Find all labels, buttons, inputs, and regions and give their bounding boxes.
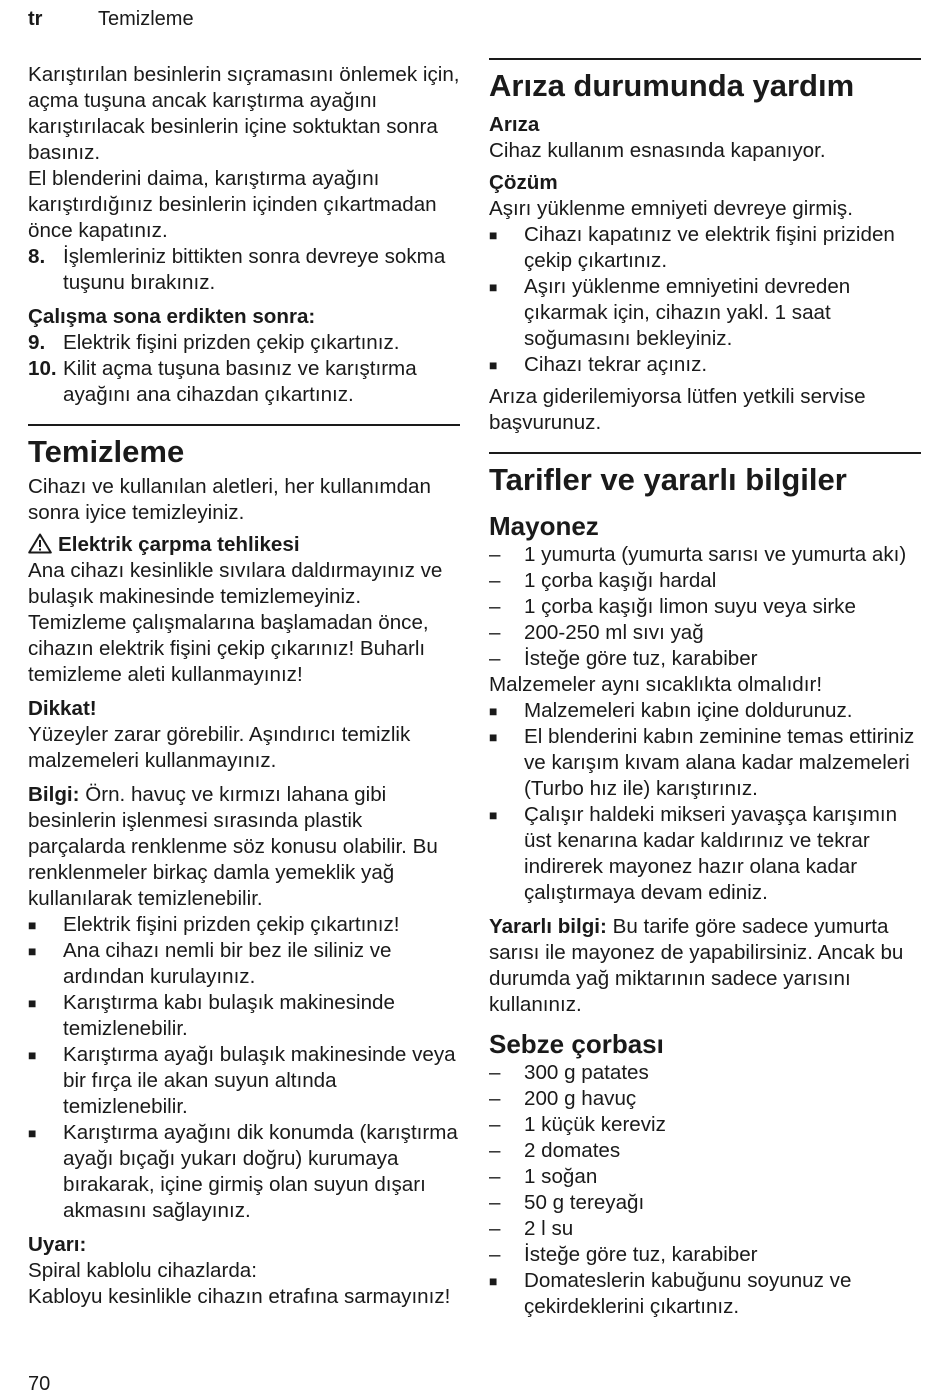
dash-marker: – [489,1087,501,1110]
list-item [489,724,921,802]
list-item [489,1138,921,1164]
list-item-text: Malzemeleri kabın içine doldurunuz. [524,699,853,722]
bullet-icon: ■ [28,917,37,933]
dash-marker: – [489,569,501,592]
dash-marker: – [489,1113,501,1136]
list-item [489,352,921,378]
bullet-icon: ■ [489,807,498,823]
bullet-icon: ■ [489,279,498,295]
info-label: Bilgi: [28,783,80,806]
right-column [489,58,921,1320]
list-item-text: 50 g tereyağı [524,1191,645,1214]
list-item [489,568,921,594]
list-item-text: Domateslerin kabuğunu soyunuz ve çekirdeklerini çıkartınız. [524,1269,852,1318]
bullet-icon: ■ [489,729,498,745]
list-item [489,646,921,672]
list-item [489,1164,921,1190]
caution-text: Yüzeyler zarar görebilir. Aşındırıcı temizlik malzemeleri kullanmayınız. [28,723,411,772]
page-number: 70 [28,1373,51,1395]
electric-shock-title: Elektrik çarpma tehlikesi [58,533,300,556]
step-number: 8. [28,245,46,268]
soup-steps [489,1268,921,1320]
dash-marker: – [489,595,501,618]
warning-triangle-icon [28,533,52,554]
list-item-text: 300 g patates [524,1061,649,1084]
list-item [28,990,460,1042]
list-item-text: Karıştırma kabı bulaşık makinesinde temizlenebilir. [63,991,395,1040]
list-item-text: İsteğe göre tuz, karabiber [524,647,758,670]
list-item-text: El blenderini kabın zeminine temas ettiriniz ve karışım kıvam alana kadar malzemeleri (Turbo hız ile) karıştırınız. [524,725,915,800]
dash-marker: – [489,543,501,566]
list-item [489,1060,921,1086]
list-item-text: İsteğe göre tuz, karabiber [524,1243,758,1266]
list-item-text: Karıştırma ayağını dik konumda (karıştırma ayağı bıçağı yukarı doğru) kurumaya bırakarak, içine girmiş olan suyun dışarı akmasını sağlayınız. [63,1121,458,1222]
useful-tip [489,914,921,1018]
step-number: 9. [28,331,46,354]
info-paragraph [28,782,460,912]
list-item [489,1112,921,1138]
dash-marker: – [489,1191,501,1214]
warning-line-1: Spiral kablolu cihazlarda: [28,1259,257,1282]
useful-tip-label: Yararlı bilgi: [489,915,607,938]
list-item-text: 1 yumurta (yumurta sarısı ve yumurta akı) [524,543,907,566]
mayonnaise-steps [489,698,921,906]
list-item [489,1268,921,1320]
list-item [489,594,921,620]
list-item-text: Aşırı yüklenme emniyetini devreden çıkarmak için, cihazın yakl. 1 saat soğumasını bekleyiniz. [524,275,851,350]
list-item [489,1190,921,1216]
step-text: Kilit açma tuşuna basınız ve karıştırma ayağını ana cihazdan çıkartınız. [63,357,417,406]
dash-marker: – [489,621,501,644]
list-item-text: 2 domates [524,1139,621,1162]
useful-tip-text: Bu tarife göre sadece yumurta sarısı ile mayonez de yapabilirsiniz. Ancak bu durumda yağ miktarının sadece yarısını kullanınız. [489,915,904,1016]
bullet-icon: ■ [489,227,498,243]
list-item [489,1086,921,1112]
troubleshooting-heading: Arıza durumunda yardım [489,58,921,106]
list-item [28,938,460,990]
caution-heading: Dikkat! [28,697,97,720]
dash-marker: – [489,1139,501,1162]
mayonnaise-note: Malzemeler aynı sıcaklıkta olmalıdır! [489,673,823,696]
bullet-icon: ■ [489,703,498,719]
list-item-text: 1 küçük kereviz [524,1113,666,1136]
list-item [489,542,921,568]
electric-shock-heading [28,532,460,558]
intro-paragraph-1: Karıştırılan besinlerin sıçramasını önlemek için, açma tuşuna ancak karıştırma ayağını karıştırılacak besinlerin içine soktuktan sonra basınız. [28,63,460,164]
fault-text: Cihaz kullanım esnasında kapanıyor. [489,139,826,162]
header-section-title: Temizleme [98,8,194,30]
list-item [489,222,921,274]
soup-ingredients [489,1060,921,1268]
solution-label: Çözüm [489,171,558,194]
list-item [489,698,921,724]
left-column [28,62,460,1310]
language-code: tr [28,8,43,30]
dash-marker: – [489,647,501,670]
step-number: 10. [28,357,57,380]
list-item-text: 1 çorba kaşığı limon suyu veya sirke [524,595,856,618]
step-text: İşlemleriniz bittikten sonra devreye sokma tuşunu bırakınız. [63,245,446,294]
dash-marker: – [489,1165,501,1188]
mayonnaise-heading: Mayonez [489,511,599,541]
list-item-text: Çalışır haldeki mikseri yavaşça karışımın üst kenarına kadar kaldırınız ve tekrar indirerek mayonez hazır olana kadar çalıştırmaya devam ediniz. [524,803,898,904]
list-item [28,912,460,938]
list-item-text: 200-250 ml sıvı yağ [524,621,704,644]
list-item-text: Ana cihazı nemli bir bez ile siliniz ve ardından kurulayınız. [63,939,392,988]
cleaning-list [28,912,460,1224]
solution-text: Aşırı yüklenme emniyeti devreye girmiş. [489,197,853,220]
fault-label: Arıza [489,113,540,136]
list-item-text: 2 l su [524,1217,574,1240]
info-text: Örn. havuç ve kırmızı lahana gibi besinlerin işlenmesi sırasında plastik parçalarda renklenme söz konusu olabilir. Bu renklenmeler birkaç damla yemeklik yağ kullanılarak temizlenebilir. [28,783,438,910]
dash-marker: – [489,1061,501,1084]
list-item [489,1216,921,1242]
electric-shock-text: Ana cihazı kesinlikle sıvılara daldırmayınız ve bulaşık makinesinde temizlemeyiniz. Temizleme çalışmalarına başlamadan önce, cihazın elektrik fişini çekip çıkarınız! Buharlı temizleme aleti kullanmayınız! [28,559,443,686]
intro-paragraph-2: El blenderini daima, karıştırma ayağını karıştırdığınız besinlerin içinden çıkartmadan önce kapatınız. [28,167,437,242]
page-header [28,6,194,32]
warning-line-2: Kabloyu kesinlikle cihazın etrafına sarmayınız! [28,1285,451,1308]
list-item [489,274,921,352]
list-item-text: Karıştırma ayağı bulaşık makinesinde veya bir fırça ile akan suyun altında temizlenebilir. [63,1043,456,1118]
list-item [28,1042,460,1120]
bullet-icon: ■ [28,943,37,959]
step-8 [28,244,460,296]
warning-heading: Uyarı: [28,1233,87,1256]
cleaning-intro: Cihazı ve kullanılan aletleri, her kullanımdan sonra iyice temizleyiniz. [28,475,431,524]
list-item-text: Cihazı kapatınız ve elektrik fişini priziden çekip çıkartınız. [524,223,895,272]
step-9 [28,330,460,356]
dash-marker: – [489,1243,501,1266]
cleaning-heading: Temizleme [28,424,460,472]
list-item [489,620,921,646]
dash-marker: – [489,1217,501,1240]
vegetable-soup-heading: Sebze çorbası [489,1029,664,1059]
list-item [489,802,921,906]
bullet-icon: ■ [28,995,37,1011]
after-use-heading: Çalışma sona erdikten sonra: [28,305,316,328]
list-item-text: 200 g havuç [524,1087,637,1110]
step-10 [28,356,460,408]
step-text: Elektrik fişini prizden çekip çıkartınız. [63,331,400,354]
solution-list [489,222,921,378]
list-item-text: 1 soğan [524,1165,598,1188]
bullet-icon: ■ [489,357,498,373]
mayonnaise-ingredients [489,542,921,672]
service-text: Arıza giderilemiyorsa lütfen yetkili servise başvurunuz. [489,385,866,434]
bullet-icon: ■ [28,1125,37,1141]
list-item [489,1242,921,1268]
list-item-text: Cihazı tekrar açınız. [524,353,708,376]
list-item [28,1120,460,1224]
recipes-heading: Tarifler ve yararlı bilgiler [489,452,921,500]
list-item-text: Elektrik fişini prizden çekip çıkartınız! [63,913,400,936]
bullet-icon: ■ [28,1047,37,1063]
bullet-icon: ■ [489,1273,498,1289]
list-item-text: 1 çorba kaşığı hardal [524,569,717,592]
